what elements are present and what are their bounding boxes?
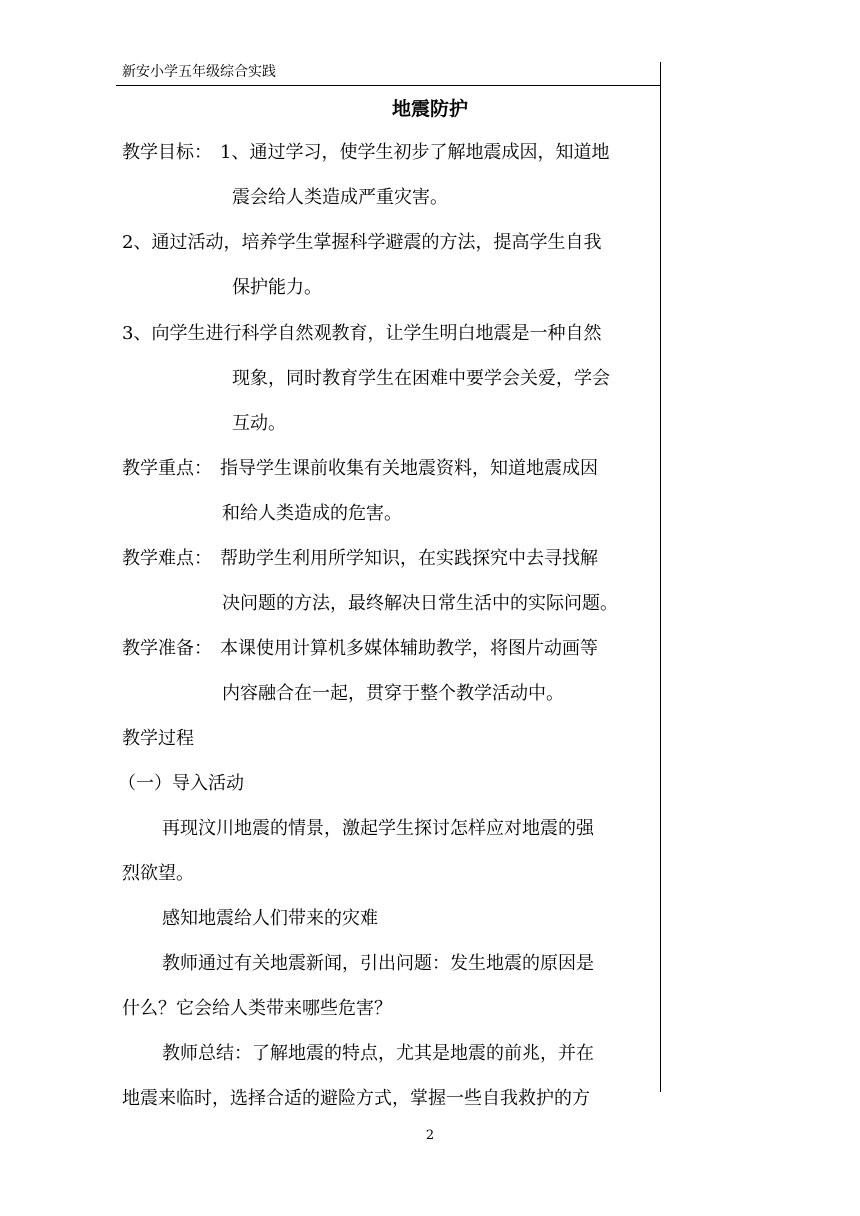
process-heading: 教学过程 xyxy=(122,728,194,749)
page-header: 新安小学五年级综合实践 xyxy=(122,64,276,80)
paragraph-1-line-1: 再现汶川地震的情景，激起学生探讨怎样应对地震的强 xyxy=(162,818,594,839)
paragraph-3-line-1: 教师通过有关地震新闻，引出问题：发生地震的原因是 xyxy=(162,953,594,974)
header-rule xyxy=(116,85,661,86)
page-number: 2 xyxy=(425,1128,435,1143)
preparation-label: 教学准备： xyxy=(122,638,212,659)
key-points-label: 教学重点： xyxy=(122,458,212,479)
difficulties-label: 教学难点： xyxy=(122,548,212,569)
paragraph-3-line-2: 什么？它会给人类带来哪些危害？ xyxy=(122,998,392,1019)
goals-label: 教学目标： xyxy=(122,142,212,163)
goal-2-line-1: 2、通过活动，培养学生掌握科学避震的方法，提高学生自我 xyxy=(122,232,602,253)
difficulties-line-2: 决问题的方法，最终解决日常生活中的实际问题。 xyxy=(222,593,618,614)
goal-3-line-3: 互动。 xyxy=(232,413,286,434)
section-1-heading: （一）导入活动 xyxy=(118,773,244,794)
document-title: 地震防护 xyxy=(391,98,468,120)
margin-rule xyxy=(660,62,661,1092)
goal-3-line-1: 3、向学生进行科学自然观教育，让学生明白地震是一种自然 xyxy=(122,323,602,344)
goal-1-line-2: 震会给人类造成严重灾害。 xyxy=(232,187,448,208)
key-points-line-1: 指导学生课前收集有关地震资料，知道地震成因 xyxy=(220,458,598,479)
goal-2-line-2: 保护能力。 xyxy=(232,277,322,298)
difficulties-line-1: 帮助学生利用所学知识，在实践探究中去寻找解 xyxy=(220,548,598,569)
preparation-line-1: 本课使用计算机多媒体辅助教学，将图片动画等 xyxy=(220,638,598,659)
paragraph-1-line-2: 烈欲望。 xyxy=(122,863,194,884)
paragraph-4-line-1: 教师总结：了解地震的特点，尤其是地震的前兆，并在 xyxy=(162,1043,594,1064)
preparation-line-2: 内容融合在一起，贯穿于整个教学活动中。 xyxy=(222,683,564,704)
key-points-line-2: 和给人类造成的危害。 xyxy=(222,503,402,524)
paragraph-4-line-2: 地震来临时，选择合适的避险方式，掌握一些自我救护的方 xyxy=(122,1088,590,1109)
goal-3-line-2: 现象，同时教育学生在困难中要学会关爱，学会 xyxy=(232,368,610,389)
paragraph-2: 感知地震给人们带来的灾难 xyxy=(162,908,378,929)
goal-1-line-1: 1、通过学习，使学生初步了解地震成因，知道地 xyxy=(220,142,610,163)
